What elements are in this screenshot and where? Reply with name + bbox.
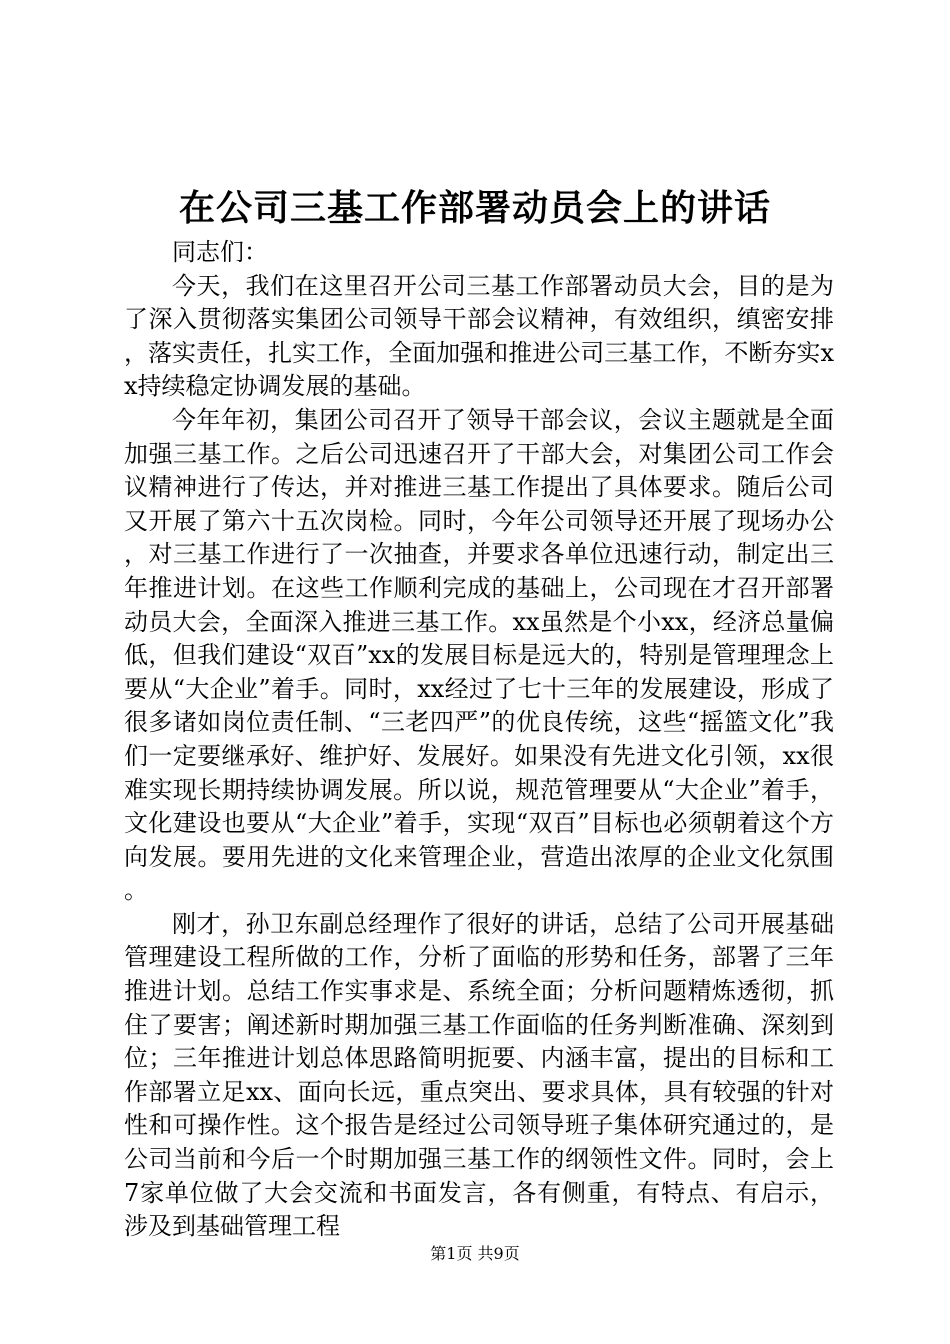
paragraph-1: 今天，我们在这里召开公司三基工作部署动员大会，目的是为了深入贯彻落实集团公司领导干部会议精神，有效组织，缜密安排，落实责任，扎实工作，全面加强和推进公司三基工作，不断夯实xx持续稳定协调发展的基础。: [124, 271, 834, 401]
paragraph-salutation: 同志们：: [172, 238, 268, 266]
page-footer: 第1页 共9页: [430, 1244, 520, 1263]
paragraph-3: 刚才，孙卫东副总经理作了很好的讲话，总结了公司开展基础管理建设工程所做的工作，分析了面临的形势和任务，部署了三年推进计划。总结工作实事求是、系统全面；分析问题精炼透彻，抓住了要害；阐述新时期加强三基工作面临的任务判断准确、深刻到位；三年推进计划总体思路简明扼要、内涵丰富，提出的目标和工作部署立足xx、面向长远，重点突出、要求具体，具有较强的针对性和可操作性。这个报告是经过公司领导班子集体研究通过的，是公司当前和今后一个时期加强三基工作的纲领性文件。同时，会上7家单位做了大会交流和书面发言，各有侧重，有特点、有启示，涉及到基础管理工程: [124, 909, 834, 1241]
document-body: [124, 236, 834, 1244]
paragraph-2: 今年年初，集团公司召开了领导干部会议，会议主题就是全面加强三基工作。之后公司迅速召开了干部大会，对集团公司工作会议精神进行了传达，并对推进三基工作提出了具体要求。随后公司又开展了第六十五次岗检。同时，今年公司领导还开展了现场办公，对三基工作进行了一次抽查，并要求各单位迅速行动，制定出三年推进计划。在这些工作顺利完成的基础上，公司现在才召开部署动员大会，全面深入推进三基工作。xx虽然是个小xx，经济总量偏低，但我们建设“双百”xx的发展目标是远大的，特别是管理理念上要从“大企业”着手。同时，xx经过了七十三年的发展建设，形成了很多诸如岗位责任制、“三老四严”的优良传统，这些“摇篮文化”我们一定要继承好、维护好、发展好。如果没有先进文化引领，xx很难实现长期持续协调发展。所以说，规范管理要从“大企业”着手，文化建设也要从“大企业”着手，实现“双百”目标也必须朝着这个方向发展。要用先进的文化来管理企业，营造出浓厚的企业文化氛围。: [124, 405, 834, 905]
document-title: 在公司三基工作部署动员会上的讲话: [178, 187, 771, 229]
